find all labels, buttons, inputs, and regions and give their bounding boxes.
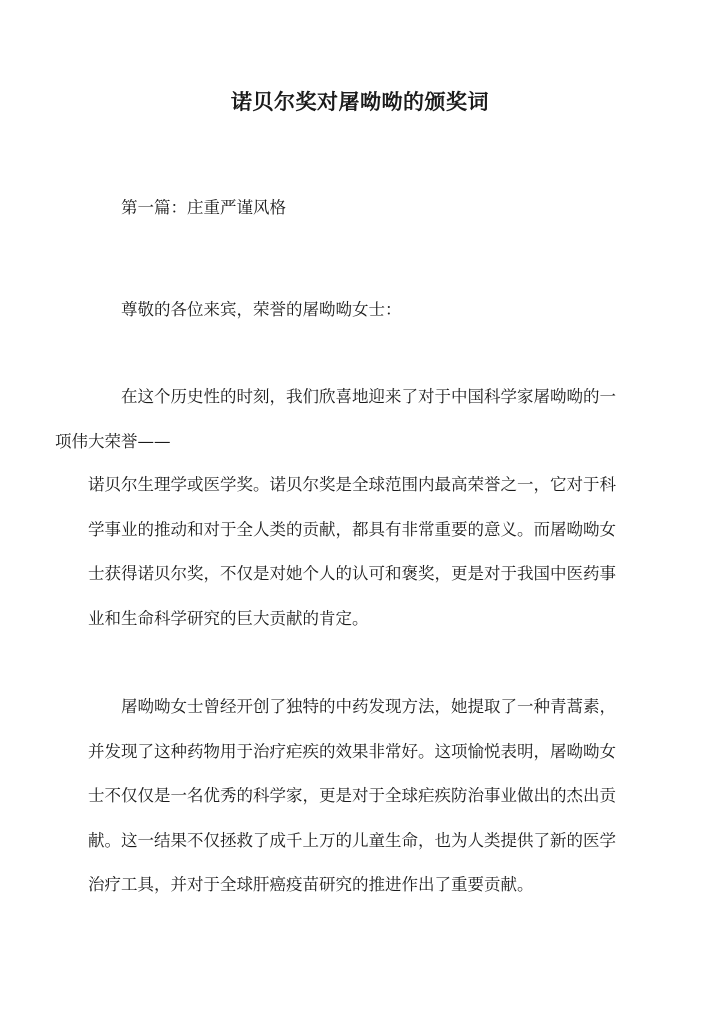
text-line: 士不仅仅是一名优秀的科学家，更是对于全球疟疾防治事业做出的杰出贡 [88, 786, 616, 805]
document-title: 诺贝尔奖对屠呦呦的颁奖词 [231, 89, 489, 114]
text-line: 士获得诺贝尔奖，不仅是对她个人的认可和褒奖，更是对于我国中医药事 [88, 564, 616, 583]
text-line: 并发现了这种药物用于治疗疟疾的效果非常好。这项愉悦表明，屠呦呦女 [88, 741, 616, 761]
text-line: 献。这一结果不仅拯救了成千上万的儿童生命，也为人类提供了新的医学 [88, 830, 616, 850]
achievement-paragraph [88, 685, 636, 908]
text-line: 业和生命科学研究的巨大贡献的肯定。 [88, 608, 369, 628]
text-line: 屠呦呦女士曾经开创了独特的中药发现方法，她提取了一种青蒿素， [121, 697, 616, 716]
intro-paragraph [55, 375, 636, 464]
text-line: 诺贝尔生理学或医学奖。诺贝尔奖是全球范围内最高荣誉之一，它对于科 [88, 475, 616, 494]
intro-continuation-paragraph [88, 463, 636, 641]
text-line: 在这个历史性的时刻，我们欣喜地迎来了对于中国科学家屠呦呦的一 [121, 387, 616, 406]
text-line: 学事业的推动和对于全人类的贡献，都具有非常重要的意义。而屠呦呦女 [88, 519, 616, 539]
chapter-heading: 第一篇：庄重严谨风格 [121, 198, 286, 217]
text-line: 治疗工具，并对于全球肝癌疫苗研究的推进作出了重要贡献。 [88, 875, 534, 894]
greeting-paragraph: 尊敬的各位来宾，荣誉的屠呦呦女士： [121, 300, 402, 319]
text-line: 项伟大荣誉—— [55, 431, 171, 451]
